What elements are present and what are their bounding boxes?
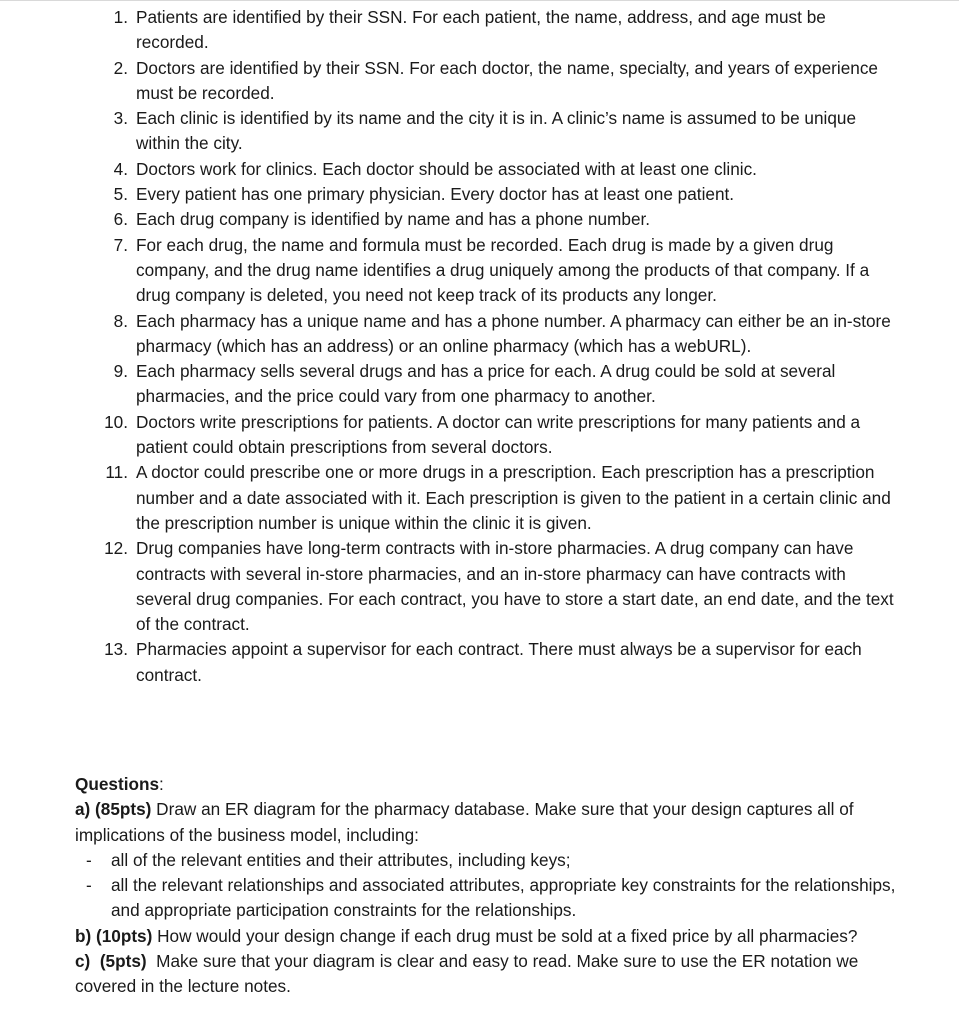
requirement-item-11 [0, 460, 959, 536]
item-number: 2. [113, 57, 128, 78]
item-text: Each clinic is identified by its name and the city it is in. A clinic’s name is assumed to be unique within the city. [136, 108, 857, 154]
item-number: 9. [113, 361, 128, 382]
item-number: 5. [113, 184, 128, 205]
item-text: Pharmacies appoint a supervisor for each contract. There must always be a supervisor for each contract. [136, 639, 862, 685]
questions-section [75, 772, 905, 1000]
question-b-label: b) (10pts) [75, 925, 153, 946]
requirement-item-6 [0, 207, 959, 232]
item-text: Doctors are identified by their SSN. For each doctor, the name, specialty, and years of experience must be recorded. [136, 57, 878, 103]
item-text: Drug companies have long-term contracts with in-store pharmacies. A drug company can have contracts with several in-store pharmacies, and an in-store pharmacy can have contracts with several drug companies. For each contract, you have to store a start date, an end date, and the text of the contract. [136, 538, 894, 635]
requirement-item-4 [0, 157, 959, 182]
question-c-label: c) (5pts) [75, 951, 147, 972]
item-number: 13. [104, 639, 128, 660]
question-c-text: Make sure that your diagram is clear and easy to read. Make sure to use the ER notation we covered in the lecture notes. [75, 951, 864, 997]
question-b [75, 924, 905, 949]
requirement-item-9 [0, 359, 959, 410]
requirement-item-7 [0, 233, 959, 309]
question-b-text: How would your design change if each drug must be sold at a fixed price by all pharmacies? [152, 925, 858, 946]
item-number: 8. [113, 310, 128, 331]
requirement-item-8 [0, 309, 959, 360]
question-c [75, 949, 905, 1000]
item-number: 3. [113, 108, 128, 129]
item-number: 11. [105, 462, 128, 483]
bullet-text: all of the relevant entities and their attributes, including keys; [111, 849, 571, 870]
question-a-bullet-1 [75, 848, 905, 873]
item-number: 10. [104, 411, 128, 432]
bullet-text: all the relevant relationships and associated attributes, appropriate key constraints for the relationships, and appropriate participation constraints for the relationships. [111, 875, 896, 921]
page-top-border [0, 0, 959, 1]
questions-heading [75, 772, 905, 797]
item-text: Patients are identified by their SSN. For each patient, the name, address, and age must be recorded. [136, 7, 826, 53]
question-a [75, 797, 905, 848]
question-a-label: a) (85pts) [75, 799, 152, 820]
requirement-item-3 [0, 106, 959, 157]
question-a-bullets [75, 848, 905, 924]
requirement-item-10 [0, 410, 959, 461]
bullet-dash: - [86, 849, 92, 870]
requirement-item-12 [0, 536, 959, 637]
requirement-item-1 [0, 5, 959, 56]
item-number: 7. [113, 234, 128, 255]
questions-heading-text: Questions [75, 774, 160, 794]
requirement-item-13 [0, 637, 959, 688]
item-number: 4. [113, 158, 128, 179]
item-text: Every patient has one primary physician. Every doctor has at least one patient. [136, 184, 735, 205]
item-text: Each pharmacy sells several drugs and has a price for each. A drug could be sold at several pharmacies, and the price could vary from one pharmacy to another. [136, 361, 836, 407]
item-number: 12. [104, 538, 128, 559]
requirements-list [0, 5, 959, 688]
question-a-bullet-2 [75, 873, 905, 924]
requirement-item-2 [0, 56, 959, 107]
item-number: 1. [113, 7, 128, 27]
item-number: 6. [113, 209, 128, 230]
item-text: Each drug company is identified by name and has a phone number. [136, 209, 651, 230]
question-a-text: Draw an ER diagram for the pharmacy database. Make sure that your design captures all of implications of the business model, including: [75, 799, 854, 845]
item-text: Each pharmacy has a unique name and has a phone number. A pharmacy can either be an in-store pharmacy (which has an address) or an online pharmacy (which has a webURL). [136, 310, 891, 356]
requirement-item-5 [0, 182, 959, 207]
item-text: Doctors write prescriptions for patients. A doctor can write prescriptions for many patients and a patient could obtain prescriptions from several doctors. [136, 411, 861, 458]
questions-heading-colon: : [159, 774, 164, 794]
item-text: For each drug, the name and formula must be recorded. Each drug is made by a given drug company, and the drug name identifies a drug uniquely among the products of that company. If a drug company is deleted, you need not keep track of its products any longer. [136, 234, 870, 306]
item-text: Doctors work for clinics. Each doctor should be associated with at least one clinic. [136, 158, 757, 179]
item-text: A doctor could prescribe one or more drugs in a prescription. Each prescription has a prescription number and a date associated with it. Each prescription is given to the patient in a certain clinic and the prescription number is unique within the clinic it is given. [136, 462, 891, 533]
bullet-dash: - [86, 875, 92, 896]
